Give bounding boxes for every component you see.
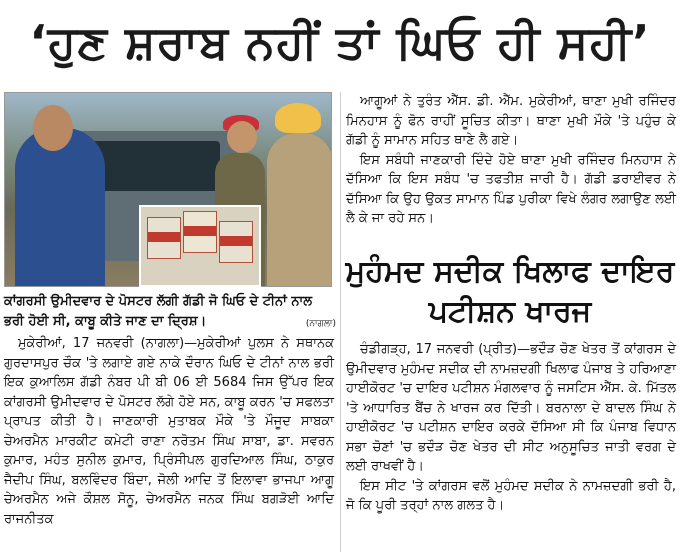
article-paragraph: ਚੰਡੀਗੜ੍ਹ, 17 ਜਨਵਰੀ (ਪ੍ਰੀਤ)—ਭਦੌੜ ਚੋਣ ਖੇਤਰ ਤੋਂ ਕਾਂਗਰਸ ਦੇ ਉਮੀਦਵਾਰ ਮੁਹੰਮਦ ਸਦੀਕ ਦੀ ਨਾਮਜ਼ਦਗੀ ਖਿਲਾਫ ਪੰਜਾਬ ਤੇ ਹਰਿਆਣਾ ਹਾਈਕੋਰਟ 'ਚ ਦਾਇਰ ਪਟੀਸ਼ਨ ਮੰਗਲਵਾਰ ਨੂੰ ਜਸਟਿਸ ਐੱਸ. ਕੇ. ਮਿੱਤਲ 'ਤੇ ਆਧਾਰਿਤ ਬੈਂਚ ਨੇ ਖਾਰਜ ਕਰ ਦਿੱਤੀ। ਬਰਨਾਲਾ ਦੇ ਬਾਦਲ ਸਿੰਘ ਨੇ ਹਾਈਕੋਰਟ 'ਚ ਪਟੀਸ਼ਨ ਦਾਇਰ ਕਰਕੇ ਦੱਸਿਆ ਸੀ ਕਿ ਪੰਜਾਬ ਵਿਧਾਨ ਸਭਾ ਚੋਣਾਂ 'ਚ ਭਦੌੜ ਚੋਣ ਖੇਤਰ ਦੀ ਸੀਟ ਅਨੁਸੂਚਿਤ ਜਾਤੀ ਵਰਗ ਦੇ ਲਈ ਰਾਖਵੀਂ ਹੈ।: [346, 342, 676, 474]
person-figure: [267, 133, 332, 287]
article-body-left: [4, 334, 334, 529]
article-body-continued: [346, 92, 676, 229]
article-body-right: [346, 340, 676, 516]
turban-figure: [275, 103, 321, 133]
article-paragraph: ਇਸ ਸੀਟ 'ਤੇ ਕਾਂਗਰਸ ਵਲੋਂ ਮੁਹੰਮਦ ਸਦੀਕ ਨੇ ਨਾਮਜ਼ਦਗੀ ਭਰੀ ਹੈ, ਜੋ ਕਿ ਪੂਰੀ ਤਰ੍ਹਾਂ ਨਾਲ ਗਲਤ ਹੈ।: [346, 478, 676, 513]
article-paragraph: ਆਗੂਆਂ ਨੇ ਤੁਰੰਤ ਐੱਸ. ਡੀ. ਐੱਮ. ਮੁਕੇਰੀਆਂ, ਥਾਣਾ ਮੁਖੀ ਰਜਿੰਦਰ ਮਿਨਹਾਸ ਨੂੰ ਫੋਨ ਰਾਹੀਂ ਸੂਚਿਤ ਕੀਤਾ। ਥਾਣਾ ਮੁਖੀ ਮੌਕੇ 'ਤੇ ਪਹੁੰਚ ਕੇ ਗੱਡੀ ਨੂੰ ਸਾਮਾਨ ਸਹਿਤ ਥਾਣੇ ਲੈ ਗਏ।: [346, 94, 676, 148]
article-paragraph: ਇਸ ਸਬੰਧੀ ਜਾਣਕਾਰੀ ਦਿੰਦੇ ਹੋਏ ਥਾਣਾ ਮੁਖੀ ਰਜਿੰਦਰ ਮਿਨਹਾਸ ਨੇ ਦੱਸਿਆ ਕਿ ਇਸ ਸਬੰਧ 'ਚ ਤਫਤੀਸ਼ ਜਾਰੀ ਹੈ। ਗੱਡੀ ਡਰਾਈਵਰ ਨੇ ਦੱਸਿਆ ਕਿ ਉਹ ਉਕਤ ਸਾਮਾਨ ਪਿੰਡ ਪੁਰੀਕਾ ਵਿਖੇ ਲੰਗਰ ਲਗਾਉਣ ਲਈ ਲੈ ਕੇ ਜਾ ਰਹੇ ਸਨ।: [346, 152, 676, 226]
ghee-tin-image: [147, 217, 181, 259]
person-head: [33, 105, 73, 151]
inset-photo-ghee-tins: [139, 205, 261, 287]
person-head: [227, 121, 257, 153]
page-headline: ‘ਹੁਣ ਸ਼ਰਾਬ ਨਹੀਂ ਤਾਂ ਘਿਓ ਹੀ ਸਹੀ’: [29, 15, 651, 69]
caption-text: ਕਾਂਗਰਸੀ ਉਮੀਦਵਾਰ ਦੇ ਪੋਸਟਰ ਲੱਗੀ ਗੱਡੀ ਜੋ ਘਿਓ ਦੇ ਟੀਨਾਂ ਨਾਲ ਭਰੀ ਹੋਈ ਸੀ, ਕਾਬੂ ਕੀਤੇ ਜਾਣ ਦਾ ਦ੍ਰਿਸ਼।: [4, 294, 313, 329]
column-divider: [340, 92, 341, 552]
article-headline: ਮੁਹੰਮਦ ਸਦੀਕ ਖਿਲਾਫ ਦਾਇਰ ਪਟੀਸ਼ਨ ਖਾਰਜ: [345, 254, 675, 329]
ghee-tin-image: [219, 221, 253, 263]
photo-caption: [4, 292, 336, 334]
ghee-tin-image: [183, 211, 217, 253]
article-paragraph: ਮੁਕੇਰੀਆਂ, 17 ਜਨਵਰੀ (ਨਾਗਲਾ)—ਮੁਕੇਰੀਆਂ ਪੁਲਸ ਨੇ ਸਥਾਨਕ ਗੁਰਦਾਸਪੁਰ ਚੌਕ 'ਤੇ ਲਗਾਏ ਗਏ ਨਾਕੇ ਦੌਰਾਨ ਘਿਓ ਦੇ ਟੀਨਾਂ ਨਾਲ ਭਰੀ ਇਕ ਕੁਆਲਿਸ ਗੱਡੀ ਨੰਬਰ ਪੀ ਬੀ 06 ਈ 5684 ਜਿਸ ਉੱਪਰ ਇਕ ਕਾਂਗਰਸੀ ਉਮੀਦਵਾਰ ਦੇ ਪੋਸਟਰ ਲੱਗੇ ਹੋਏ ਸਨ, ਕਾਬੂ ਕਰਨ 'ਚ ਸਫਲਤਾ ਪ੍ਰਾਪਤ ਕੀਤੀ ਹੈ। ਜਾਣਕਾਰੀ ਮੁਤਾਬਕ ਮੌਕੇ 'ਤੇ ਮੌਜੂਦ ਸਾਬਕਾ ਚੇਅਰਮੈਨ ਮਾਰਕੀਟ ਕਮੇਟੀ ਰਾਣਾ ਨਰੋਤਮ ਸਿੰਘ ਸਾਬਾ, ਡਾ. ਸਵਰਨ ਕੁਮਾਰ, ਮਹੰਤ ਸੁਨੀਲ ਕੁਮਾਰ, ਪ੍ਰਿੰਸੀਪਲ ਗੁਰਦਿਆਲ ਸਿੰਘ, ਠਾਕੁਰ ਜੈਦੀਪ ਸਿੰਘ, ਬਲਵਿੰਦਰ ਬਿੰਦਾ, ਜੋਲੀ ਆਦਿ ਤੋਂ ਇਲਾਵਾ ਭਾਜਪਾ ਆਗੂ ਚੇਅਰਮੈਨ ਅਜੇ ਕੌਸ਼ਲ ਸੋਨੂ, ਚੇਅਰਮੈਨ ਜਨਕ ਸਿੰਘ ਬਗੜੋਈ ਆਦਿ ਰਾਜਨੀਤਕ: [4, 336, 334, 527]
photo-credit: (ਨਾਗਲਾ): [305, 319, 336, 329]
person-figure: [15, 128, 105, 287]
